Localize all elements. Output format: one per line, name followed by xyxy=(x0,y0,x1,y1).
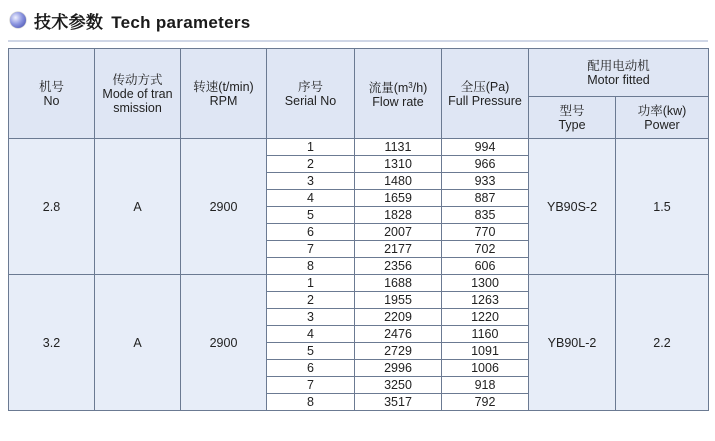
title-en: Tech parameters xyxy=(111,12,251,32)
cell-pressure: 606 xyxy=(442,258,529,275)
cell-pressure: 933 xyxy=(442,173,529,190)
cell-motor-power: 2.2 xyxy=(616,275,709,411)
cell-flow: 1688 xyxy=(355,275,442,292)
cell-serial: 7 xyxy=(267,377,355,394)
cell-flow: 2209 xyxy=(355,309,442,326)
cell-serial: 5 xyxy=(267,207,355,224)
cell-serial: 5 xyxy=(267,343,355,360)
cell-flow: 1310 xyxy=(355,156,442,173)
cell-serial: 4 xyxy=(267,326,355,343)
cell-flow: 1480 xyxy=(355,173,442,190)
cell-flow: 1955 xyxy=(355,292,442,309)
section-title xyxy=(10,6,251,34)
cell-flow: 2177 xyxy=(355,241,442,258)
cell-pressure: 887 xyxy=(442,190,529,207)
cell-serial: 6 xyxy=(267,224,355,241)
cell-serial: 7 xyxy=(267,241,355,258)
header-flow-rate: 流量$(m^3/h)$ Flow rate xyxy=(355,49,442,139)
cell-flow: 1131 xyxy=(355,139,442,156)
cell-drive-mode: A xyxy=(95,139,181,275)
cell-serial: 3 xyxy=(267,309,355,326)
table-body xyxy=(9,139,709,411)
cell-pressure: 770 xyxy=(442,224,529,241)
header-motor-fitted: 配用电动机 Motor fitted xyxy=(529,49,709,97)
cell-serial: 1 xyxy=(267,139,355,156)
cell-pressure: 702 xyxy=(442,241,529,258)
cell-flow: 2996 xyxy=(355,360,442,377)
cell-pressure: 1160 xyxy=(442,326,529,343)
header-motor-type: 型号 Type xyxy=(529,97,616,139)
cell-flow: 2729 xyxy=(355,343,442,360)
cell-motor-power: 1.5 xyxy=(616,139,709,275)
cell-flow: 1659 xyxy=(355,190,442,207)
cell-model-no: 3.2 xyxy=(9,275,95,411)
cell-serial: 1 xyxy=(267,275,355,292)
section-title-text xyxy=(34,8,251,33)
cell-flow: 2007 xyxy=(355,224,442,241)
header-motor-power: 功率(kw) Power xyxy=(616,97,709,139)
header-speed: 转速(t/min) RPM xyxy=(181,49,267,139)
cell-serial: 6 xyxy=(267,360,355,377)
cell-motor-type: YB90S-2 xyxy=(529,139,616,275)
cell-flow: 2476 xyxy=(355,326,442,343)
cell-drive-mode: A xyxy=(95,275,181,411)
cell-pressure: 1300 xyxy=(442,275,529,292)
bullet-icon xyxy=(10,12,26,28)
cell-serial: 4 xyxy=(267,190,355,207)
cell-flow: 1828 xyxy=(355,207,442,224)
header-full-pressure: 全压(Pa) Full Pressure xyxy=(442,49,529,139)
cell-pressure: 994 xyxy=(442,139,529,156)
tech-parameters-table xyxy=(8,48,709,411)
table-row xyxy=(9,139,709,156)
cell-serial: 2 xyxy=(267,156,355,173)
cell-flow: 2356 xyxy=(355,258,442,275)
cell-pressure: 1220 xyxy=(442,309,529,326)
cell-pressure: 966 xyxy=(442,156,529,173)
cell-motor-type: YB90L-2 xyxy=(529,275,616,411)
header-drive-mode: 传动方式 Mode of tran smission xyxy=(95,49,181,139)
title-divider xyxy=(8,40,708,42)
cell-rpm: 2900 xyxy=(181,139,267,275)
cell-pressure: 792 xyxy=(442,394,529,411)
cell-serial: 8 xyxy=(267,394,355,411)
cell-rpm: 2900 xyxy=(181,275,267,411)
header-model-no: 机号 No xyxy=(9,49,95,139)
cell-pressure: 1006 xyxy=(442,360,529,377)
title-cn: 技术参数 xyxy=(34,12,104,32)
cell-pressure: 1091 xyxy=(442,343,529,360)
table-row xyxy=(9,275,709,292)
cell-model-no: 2.8 xyxy=(9,139,95,275)
cell-pressure: 835 xyxy=(442,207,529,224)
header-serial-no: 序号 Serial No xyxy=(267,49,355,139)
cell-pressure: 1263 xyxy=(442,292,529,309)
cell-flow: 3517 xyxy=(355,394,442,411)
cell-serial: 3 xyxy=(267,173,355,190)
cell-serial: 2 xyxy=(267,292,355,309)
cell-flow: 3250 xyxy=(355,377,442,394)
cell-serial: 8 xyxy=(267,258,355,275)
cell-pressure: 918 xyxy=(442,377,529,394)
